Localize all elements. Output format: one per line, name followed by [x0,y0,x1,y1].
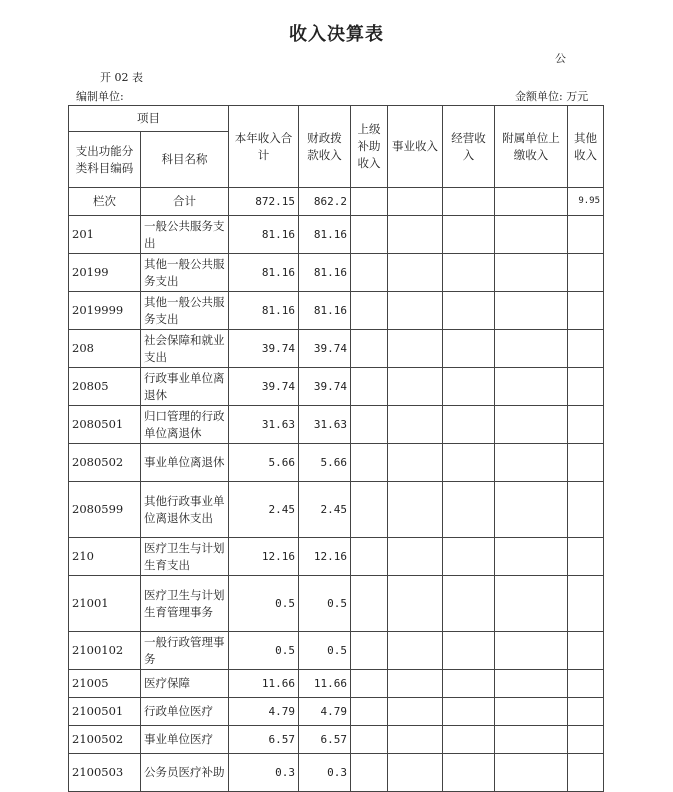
row-name: 一般行政管理事务 [141,632,229,670]
row-operating [443,482,495,538]
row-superior [351,754,388,792]
row-other [568,254,604,292]
table-row [69,670,604,698]
row-affiliated [495,576,568,632]
business-income-header: 事业收入 [388,106,443,188]
row-total: 31.63 [229,406,299,444]
row-code: 2100502 [69,726,141,754]
row-code: 210 [69,538,141,576]
row-other [568,292,604,330]
row-affiliated [495,406,568,444]
operating-income-header: 经营收入 [443,106,495,188]
code-header: 支出功能分类科目编码 [69,132,141,188]
row-operating [443,754,495,792]
row-fiscal: 4.79 [299,698,351,726]
table-row [69,576,604,632]
row-other [568,216,604,254]
row-total: 6.57 [229,726,299,754]
table-row [69,216,604,254]
row-other [568,368,604,406]
table-body [69,188,604,792]
summary-fiscal: 862.2 [299,188,351,216]
summary-operating [443,188,495,216]
income-table [68,105,604,792]
row-operating [443,576,495,632]
row-fiscal: 0.5 [299,576,351,632]
row-code: 2100503 [69,754,141,792]
summary-affiliated [495,188,568,216]
row-affiliated [495,292,568,330]
row-name: 医疗卫生与计划生育管理事务 [141,576,229,632]
row-fiscal: 81.16 [299,292,351,330]
table-row [69,406,604,444]
row-name: 社会保障和就业支出 [141,330,229,368]
row-total: 39.74 [229,368,299,406]
row-other [568,698,604,726]
summary-name: 合计 [141,188,229,216]
amount-unit-label: 金额单位: 万元 [515,90,589,103]
row-operating [443,406,495,444]
superior-subsidy-header: 上级补助收入 [351,106,388,188]
row-superior [351,698,388,726]
row-business [388,754,443,792]
row-affiliated [495,726,568,754]
row-superior [351,368,388,406]
row-business [388,254,443,292]
row-operating [443,444,495,482]
row-superior [351,330,388,368]
row-affiliated [495,368,568,406]
row-business [388,406,443,444]
row-operating [443,538,495,576]
row-fiscal: 5.66 [299,444,351,482]
row-code: 2080501 [69,406,141,444]
page-title: 收入决算表 [289,24,384,45]
summary-label: 栏次 [69,188,141,216]
row-total: 0.5 [229,632,299,670]
row-business [388,670,443,698]
row-total: 81.16 [229,216,299,254]
row-superior [351,632,388,670]
row-other [568,538,604,576]
affiliated-income-header: 附属单位上缴收入 [495,106,568,188]
row-superior [351,444,388,482]
row-superior [351,216,388,254]
row-superior [351,254,388,292]
row-business [388,632,443,670]
row-superior [351,538,388,576]
row-fiscal: 2.45 [299,482,351,538]
row-operating [443,292,495,330]
table-row [69,754,604,792]
row-affiliated [495,444,568,482]
row-affiliated [495,254,568,292]
row-total: 4.79 [229,698,299,726]
fiscal-income-header: 财政拨款收入 [299,106,351,188]
row-business [388,538,443,576]
row-fiscal: 39.74 [299,330,351,368]
item-group-header: 项目 [69,106,229,132]
row-code: 20805 [69,368,141,406]
row-superior [351,670,388,698]
row-other [568,632,604,670]
name-header: 科目名称 [141,132,229,188]
row-operating [443,698,495,726]
row-other [568,670,604,698]
row-name: 医疗卫生与计划生育支出 [141,538,229,576]
row-business [388,726,443,754]
row-business [388,698,443,726]
row-affiliated [495,538,568,576]
row-operating [443,254,495,292]
row-name: 行政单位医疗 [141,698,229,726]
row-name: 行政事业单位离退休 [141,368,229,406]
total-income-header: 本年收入合计 [229,106,299,188]
row-total: 11.66 [229,670,299,698]
row-fiscal: 0.5 [299,632,351,670]
row-fiscal: 12.16 [299,538,351,576]
row-code: 2080502 [69,444,141,482]
row-other [568,330,604,368]
table-row [69,726,604,754]
row-fiscal: 39.74 [299,368,351,406]
table-row [69,538,604,576]
row-operating [443,216,495,254]
row-total: 39.74 [229,330,299,368]
row-affiliated [495,698,568,726]
row-business [388,482,443,538]
row-business [388,368,443,406]
row-total: 0.3 [229,754,299,792]
row-operating [443,670,495,698]
row-code: 201 [69,216,141,254]
row-other [568,444,604,482]
row-superior [351,482,388,538]
row-name: 其他一般公共服务支出 [141,292,229,330]
row-total: 5.66 [229,444,299,482]
row-total: 2.45 [229,482,299,538]
table-row [69,254,604,292]
row-business [388,292,443,330]
row-code: 208 [69,330,141,368]
table-row [69,292,604,330]
form-number: 开 02 表 [100,71,143,84]
corner-mark: 公 [555,52,566,65]
table-row [69,368,604,406]
row-fiscal: 0.3 [299,754,351,792]
row-affiliated [495,754,568,792]
compiler-label: 编制单位: [76,90,124,103]
row-code: 21005 [69,670,141,698]
table-row [69,632,604,670]
row-fiscal: 31.63 [299,406,351,444]
row-name: 公务员医疗补助 [141,754,229,792]
row-business [388,576,443,632]
row-operating [443,368,495,406]
summary-superior [351,188,388,216]
row-affiliated [495,330,568,368]
row-affiliated [495,482,568,538]
row-name: 医疗保障 [141,670,229,698]
row-total: 81.16 [229,292,299,330]
row-affiliated [495,670,568,698]
row-affiliated [495,632,568,670]
summary-total: 872.15 [229,188,299,216]
row-other [568,482,604,538]
row-superior [351,292,388,330]
row-total: 0.5 [229,576,299,632]
row-business [388,330,443,368]
row-business [388,444,443,482]
row-operating [443,726,495,754]
row-code: 2019999 [69,292,141,330]
table-row [69,698,604,726]
row-name: 一般公共服务支出 [141,216,229,254]
row-fiscal: 81.16 [299,216,351,254]
row-name: 事业单位离退休 [141,444,229,482]
row-business [388,216,443,254]
summary-business [388,188,443,216]
row-fiscal: 11.66 [299,670,351,698]
table-row [69,444,604,482]
table-row [69,330,604,368]
row-superior [351,406,388,444]
summary-other: 9.95 [568,188,604,216]
other-income-header: 其他收入 [568,106,604,188]
summary-row [69,188,604,216]
row-code: 21001 [69,576,141,632]
row-code: 20199 [69,254,141,292]
row-total: 81.16 [229,254,299,292]
row-name: 其他一般公共服务支出 [141,254,229,292]
row-superior [351,726,388,754]
row-fiscal: 6.57 [299,726,351,754]
row-total: 12.16 [229,538,299,576]
row-code: 2100102 [69,632,141,670]
row-operating [443,632,495,670]
row-other [568,406,604,444]
row-name: 事业单位医疗 [141,726,229,754]
table-row [69,482,604,538]
row-operating [443,330,495,368]
row-superior [351,576,388,632]
row-name: 其他行政事业单位离退休支出 [141,482,229,538]
row-other [568,576,604,632]
row-fiscal: 81.16 [299,254,351,292]
row-code: 2100501 [69,698,141,726]
row-code: 2080599 [69,482,141,538]
row-affiliated [495,216,568,254]
row-name: 归口管理的行政单位离退休 [141,406,229,444]
row-other [568,754,604,792]
row-other [568,726,604,754]
